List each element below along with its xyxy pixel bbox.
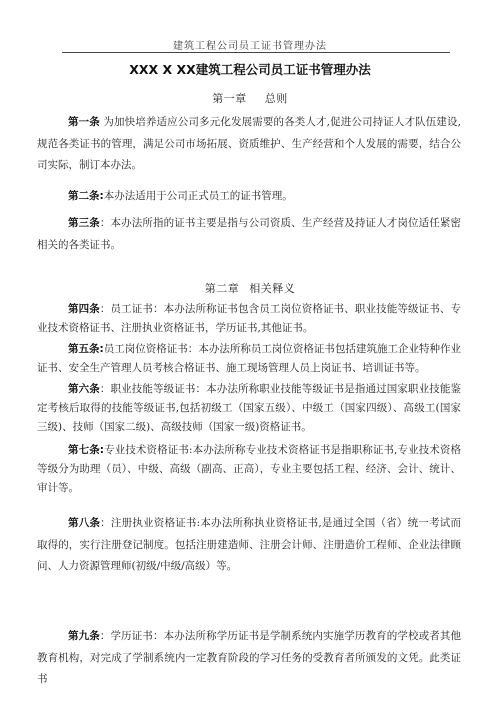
article-3-number: 第三条 (68, 217, 100, 229)
article-5-number: 第五条: (68, 343, 104, 355)
article-2-number: 第二条: (68, 190, 104, 202)
article-9 (37, 626, 461, 691)
article-6-number: 第六条 (68, 383, 100, 395)
article-1-number: 第一条 (68, 116, 100, 128)
article-1 (37, 112, 461, 177)
article-9-number: 第九条 (68, 630, 100, 642)
chapter-2-name: 相关释义 (249, 282, 296, 295)
article-2-text: 本办法适用于公司正式员工的证书管理。 (103, 190, 293, 202)
article-7-number: 第七条: (68, 444, 105, 456)
chapter-2-label: 第二章 (204, 282, 240, 295)
chapter-1-heading (0, 90, 500, 106)
article-9-text: ：学历证书：本办法所称学历证书是学制系统内实施学历教育的学校或者其他教育机构，对完成了学制系统内一定教育阶段的学习任务的受教育者所颁发的文凭。此类证书 (37, 630, 461, 685)
article-6-text: ：职业技能等级证书：本办法所称职业技能等级证书是指通过国家职业技能鉴定考核后取得的技能等级证书,包括初级工（国家五级）、中级工（国家四级）、高级工(国家三级)、技师（国家二级)、高级技师（国家一级)资格证书。 (37, 383, 461, 433)
article-8-number: 第八条 (68, 517, 101, 529)
article-4 (37, 300, 461, 338)
article-4-text: ：员工证书：本办法所称证书包含员工岗位资格证书、职业技能等级证书、专业技术资格证书、注册执业资格证书，学历证书,其他证书。 (37, 303, 461, 334)
article-7-text: 专业技术资格证书:本办法所称专业技术资格证书是指职称证书,专业技术资格等级分为助理（员）、中级、高级（副高、正高），专业主要包括工程、经济、会计、统计、审计等。 (37, 444, 462, 494)
article-1-text: 为加快培养适应公司多元化发展需要的各类人才,促进公司持证人才队伍建设,规范各类证书的管理，满足公司市场拓展、资质维护、生产经营和个人发展的需要，结合公司实际，制订本办法。 (37, 116, 461, 171)
article-8-text: ：注册执业资格证书:本办法所称执业资格证书,是通过全国（省）统一考试而取得的，实行注册登记制度。包括注册建造师、注册会计师、注册造价工程师、企业法律顾问、人力资源管理师(初级/中级/高级）等。 (37, 517, 462, 572)
article-5-text: 员工岗位资格证书：本办法所称员工岗位资格证书包括建筑施工企业特种作业证书、安全生产管理人员考核合格证书、施工现场管理人员上岗证书、培训证书等。 (37, 343, 462, 374)
chapter-1-label: 第一章 (212, 92, 247, 105)
article-4-number: 第四条 (68, 303, 100, 315)
article-6 (37, 380, 461, 437)
article-7 (37, 441, 461, 498)
running-header: 建筑工程公司员工证书管理办法 (173, 41, 327, 52)
article-8 (37, 513, 461, 578)
document-title: XXX X XX建筑工程公司员工证书管理办法 (129, 62, 371, 77)
article-3 (37, 213, 461, 256)
article-5 (37, 340, 461, 378)
chapter-1-name: 总则 (264, 92, 288, 105)
article-2 (37, 186, 461, 208)
chapter-2-heading (0, 280, 500, 296)
header-divider (62, 52, 450, 53)
article-3-text: ：本办法所指的证书主要是指与公司资质、生产经营及持证人才岗位适任紧密相关的各类证书。 (37, 217, 461, 251)
